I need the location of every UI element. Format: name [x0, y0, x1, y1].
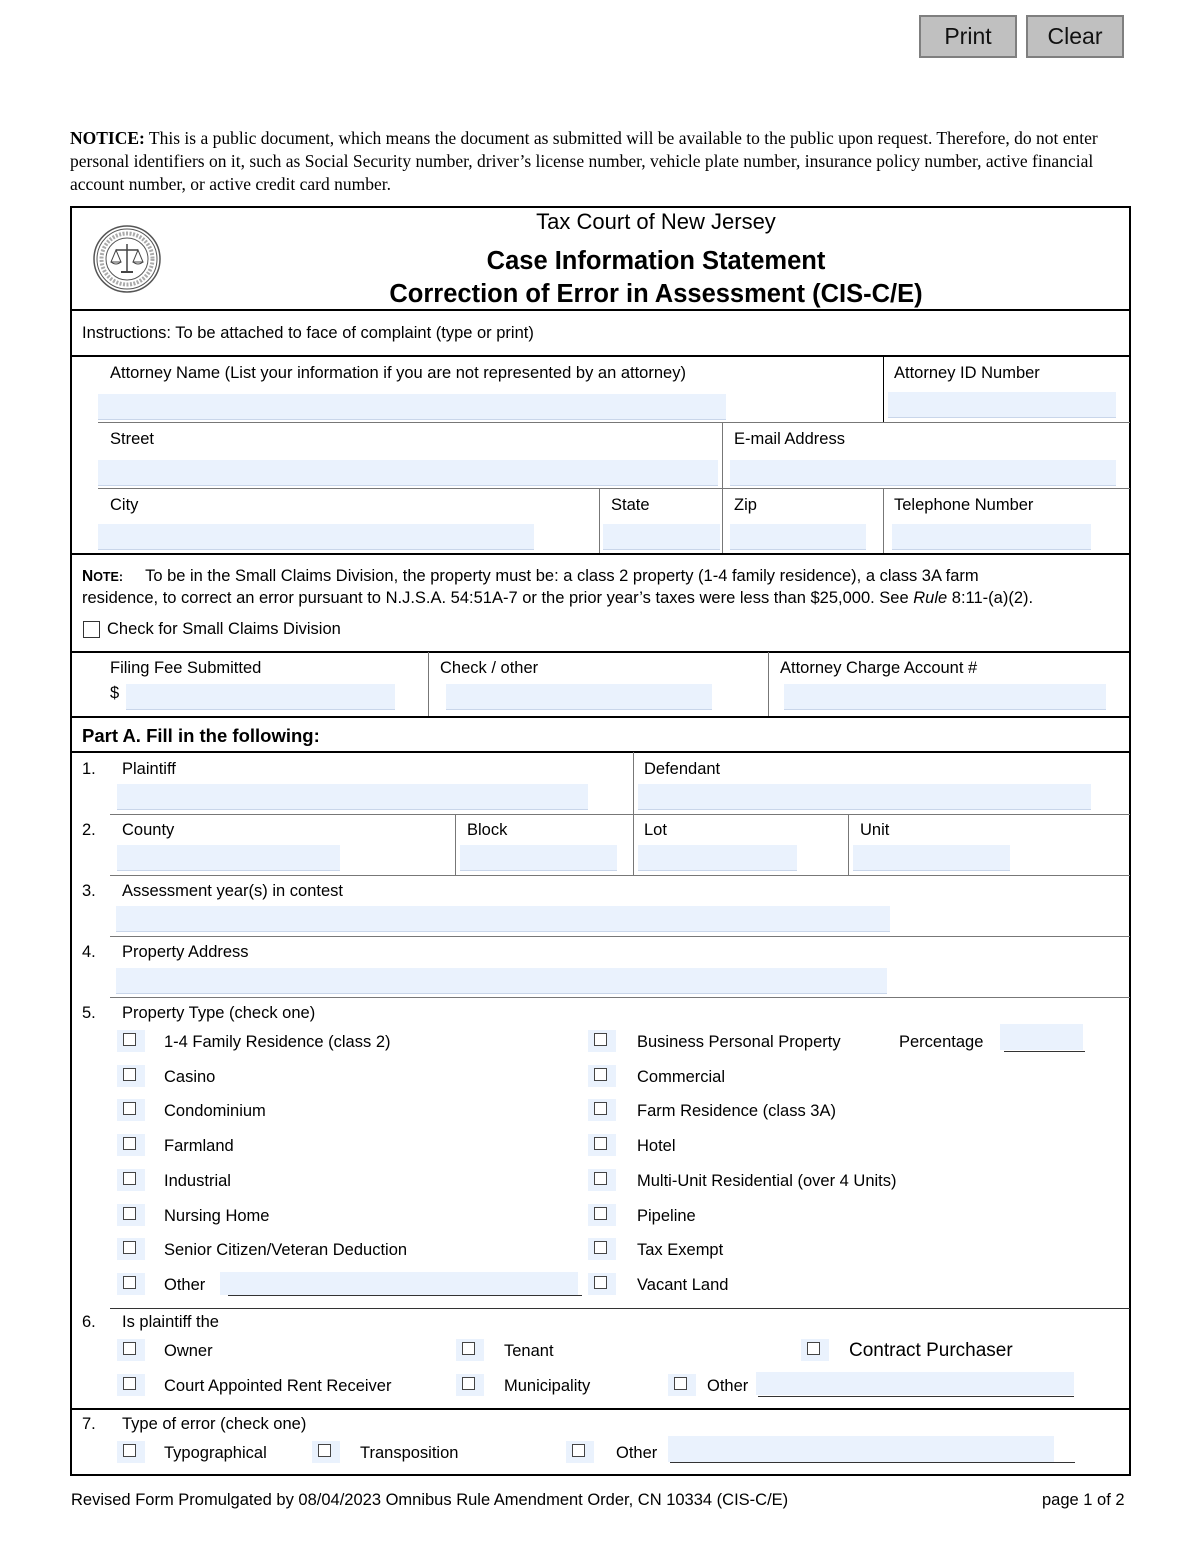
email-input[interactable] — [730, 460, 1116, 486]
rent-receiver-checkbox[interactable] — [117, 1374, 145, 1396]
plaintiff-other-input[interactable] — [756, 1372, 1074, 1395]
owner-label: Owner — [164, 1342, 213, 1360]
property-type-checkbox[interactable] — [588, 1204, 616, 1226]
property-address-input[interactable] — [116, 968, 887, 994]
municipality-checkbox[interactable] — [456, 1374, 484, 1396]
property-type-option: Pipeline — [637, 1207, 696, 1225]
attorney-name-label: Attorney Name (List your information if you are not represented by an attorney) — [110, 364, 686, 382]
property-type-checkbox[interactable] — [588, 1134, 616, 1156]
property-type-checkbox[interactable] — [588, 1030, 616, 1052]
filing-fee-input[interactable] — [126, 684, 395, 710]
small-claims-checkbox[interactable] — [83, 621, 100, 638]
attorney-id-input[interactable] — [888, 392, 1116, 418]
assessment-years-label: Assessment year(s) in contest — [122, 882, 343, 900]
property-type-checkbox[interactable] — [588, 1238, 616, 1260]
property-type-option: Commercial — [637, 1068, 726, 1086]
row-4-number: 4. — [82, 943, 96, 961]
note-text-1: To be in the Small Claims Division, the property must be: a class 2 property (1-4 family residence), a class 3A farm — [145, 567, 979, 585]
row-7-number: 7. — [82, 1415, 96, 1433]
small-claims-label: Check for Small Claims Division — [107, 620, 341, 638]
note-line-2 — [82, 589, 1033, 608]
plaintiff-other-label: Other — [707, 1377, 749, 1395]
city-input[interactable] — [98, 524, 534, 550]
property-type-checkbox[interactable] — [588, 1065, 616, 1087]
transposition-checkbox[interactable] — [312, 1441, 340, 1463]
property-type-option: Vacant Land — [637, 1276, 729, 1294]
municipality-label: Municipality — [504, 1377, 591, 1395]
row-1-number: 1. — [82, 760, 96, 778]
property-type-option: 1-4 Family Residence (class 2) — [164, 1033, 391, 1051]
note-text-2a: residence, to correct an error pursuant to N.J.S.A. 54:51A-7 or the prior year’s taxes were less than $25,000. See — [82, 589, 914, 607]
state-input[interactable] — [603, 524, 720, 550]
property-type-option: Farmland — [164, 1137, 234, 1155]
charge-account-input[interactable] — [784, 684, 1106, 710]
court-seal-icon — [92, 224, 162, 294]
note-text-2b: 8:11-(a)(2). — [947, 589, 1034, 607]
property-type-checkbox[interactable] — [117, 1030, 145, 1052]
email-label: E-mail Address — [734, 430, 845, 448]
defendant-input[interactable] — [638, 784, 1091, 810]
attorney-id-label: Attorney ID Number — [894, 364, 1040, 382]
property-type-checkbox[interactable] — [117, 1273, 145, 1295]
error-other-input[interactable] — [668, 1436, 1054, 1462]
street-label: Street — [110, 430, 155, 448]
property-type-checkbox[interactable] — [588, 1273, 616, 1295]
zip-label: Zip — [734, 496, 757, 514]
court-name: Tax Court of New Jersey — [536, 209, 776, 234]
property-type-option: Business Personal Property — [637, 1033, 841, 1051]
property-type-checkbox[interactable] — [588, 1169, 616, 1191]
error-type-label: Type of error (check one) — [122, 1415, 307, 1433]
property-type-option: Senior Citizen/Veteran Deduction — [164, 1241, 408, 1259]
typographical-label: Typographical — [164, 1444, 267, 1462]
plaintiff-input[interactable] — [117, 784, 588, 810]
row-2-number: 2. — [82, 821, 96, 839]
property-type-checkbox[interactable] — [117, 1169, 145, 1191]
owner-checkbox[interactable] — [117, 1339, 145, 1361]
property-type-label: Property Type (check one) — [122, 1004, 316, 1022]
notice-paragraph — [70, 127, 1132, 196]
block-input[interactable] — [460, 845, 617, 871]
note-label-n: N — [82, 568, 94, 585]
property-type-option: Industrial — [164, 1172, 231, 1190]
property-address-label: Property Address — [122, 943, 249, 961]
clear-button[interactable]: Clear — [1026, 15, 1124, 58]
plaintiff-other-checkbox[interactable] — [668, 1374, 696, 1396]
part-a-title: Part A. Fill in the following: — [82, 725, 320, 746]
lot-input[interactable] — [638, 845, 797, 871]
unit-input[interactable] — [853, 845, 1010, 871]
charge-account-label: Attorney Charge Account # — [780, 659, 978, 677]
lot-label: Lot — [644, 821, 667, 839]
property-type-checkbox[interactable] — [117, 1204, 145, 1226]
property-type-option: Multi-Unit Residential (over 4 Units) — [637, 1172, 897, 1190]
attorney-name-input[interactable] — [98, 394, 726, 420]
notice-text: This is a public document, which means the document as submitted will be available to the public upon request. Therefore, do not enter personal identifiers on it, such as Social Security number, driver’s license number, vehicle plate number, insurance policy number, active financial account number, or active credit card number. — [70, 128, 1098, 194]
note-rule: Rule — [913, 589, 948, 607]
city-label: City — [110, 496, 139, 514]
percentage-label: Percentage — [899, 1033, 984, 1051]
percentage-input[interactable] — [1000, 1024, 1083, 1050]
note-label-rest: OTE: — [93, 570, 124, 584]
property-type-option: Casino — [164, 1068, 216, 1086]
assessment-years-input[interactable] — [116, 906, 890, 932]
defendant-label: Defendant — [644, 760, 721, 778]
telephone-label: Telephone Number — [894, 496, 1034, 514]
tenant-checkbox[interactable] — [456, 1339, 484, 1361]
state-label: State — [611, 496, 650, 514]
property-type-checkbox[interactable] — [588, 1099, 616, 1121]
error-other-checkbox[interactable] — [566, 1441, 594, 1463]
street-input[interactable] — [98, 460, 718, 486]
tenant-label: Tenant — [504, 1342, 554, 1360]
row-5-number: 5. — [82, 1004, 96, 1022]
property-type-option: Farm Residence (class 3A) — [637, 1102, 836, 1120]
property-type-checkbox[interactable] — [117, 1099, 145, 1121]
form-title: Case Information Statement — [486, 247, 826, 275]
county-label: County — [122, 821, 175, 839]
property-other-input[interactable] — [220, 1272, 578, 1295]
zip-input[interactable] — [730, 524, 866, 550]
instructions-text: Instructions: To be attached to face of complaint (type or print) — [82, 324, 534, 342]
notice-label: NOTICE: — [70, 128, 145, 148]
property-type-checkbox[interactable] — [117, 1238, 145, 1260]
check-other-label: Check / other — [440, 659, 539, 677]
block-label: Block — [467, 821, 508, 839]
property-type-option: Hotel — [637, 1137, 676, 1155]
plaintiff-is-label: Is plaintiff the — [122, 1313, 219, 1331]
note-line-1 — [82, 567, 979, 586]
property-type-option: Other — [164, 1276, 206, 1294]
row-3-number: 3. — [82, 882, 96, 900]
telephone-input[interactable] — [892, 524, 1091, 550]
check-other-input[interactable] — [446, 684, 712, 710]
unit-label: Unit — [860, 821, 890, 839]
print-button[interactable]: Print — [919, 15, 1017, 58]
property-type-checkbox[interactable] — [117, 1134, 145, 1156]
dollar-sign: $ — [110, 684, 120, 702]
contract-purchaser-checkbox[interactable] — [801, 1339, 829, 1361]
footer-page: page 1 of 2 — [1042, 1491, 1125, 1509]
row-6-number: 6. — [82, 1313, 96, 1331]
typographical-checkbox[interactable] — [117, 1441, 145, 1463]
contract-purchaser-label: Contract Purchaser — [849, 1340, 1013, 1361]
property-type-option: Nursing Home — [164, 1207, 270, 1225]
filing-fee-label: Filing Fee Submitted — [110, 659, 262, 677]
footer-revision: Revised Form Promulgated by 08/04/2023 Omnibus Rule Amendment Order, CN 10334 (CIS-C/E) — [71, 1491, 789, 1509]
property-type-option: Condominium — [164, 1102, 266, 1120]
plaintiff-label: Plaintiff — [122, 760, 176, 778]
county-input[interactable] — [117, 845, 340, 871]
form-subtitle: Correction of Error in Assessment (CIS-C/E) — [389, 280, 923, 308]
property-type-checkbox[interactable] — [117, 1065, 145, 1087]
error-other-label: Other — [616, 1444, 658, 1462]
rent-receiver-label: Court Appointed Rent Receiver — [164, 1377, 392, 1395]
transposition-label: Transposition — [360, 1444, 459, 1462]
property-type-option: Tax Exempt — [637, 1241, 724, 1259]
